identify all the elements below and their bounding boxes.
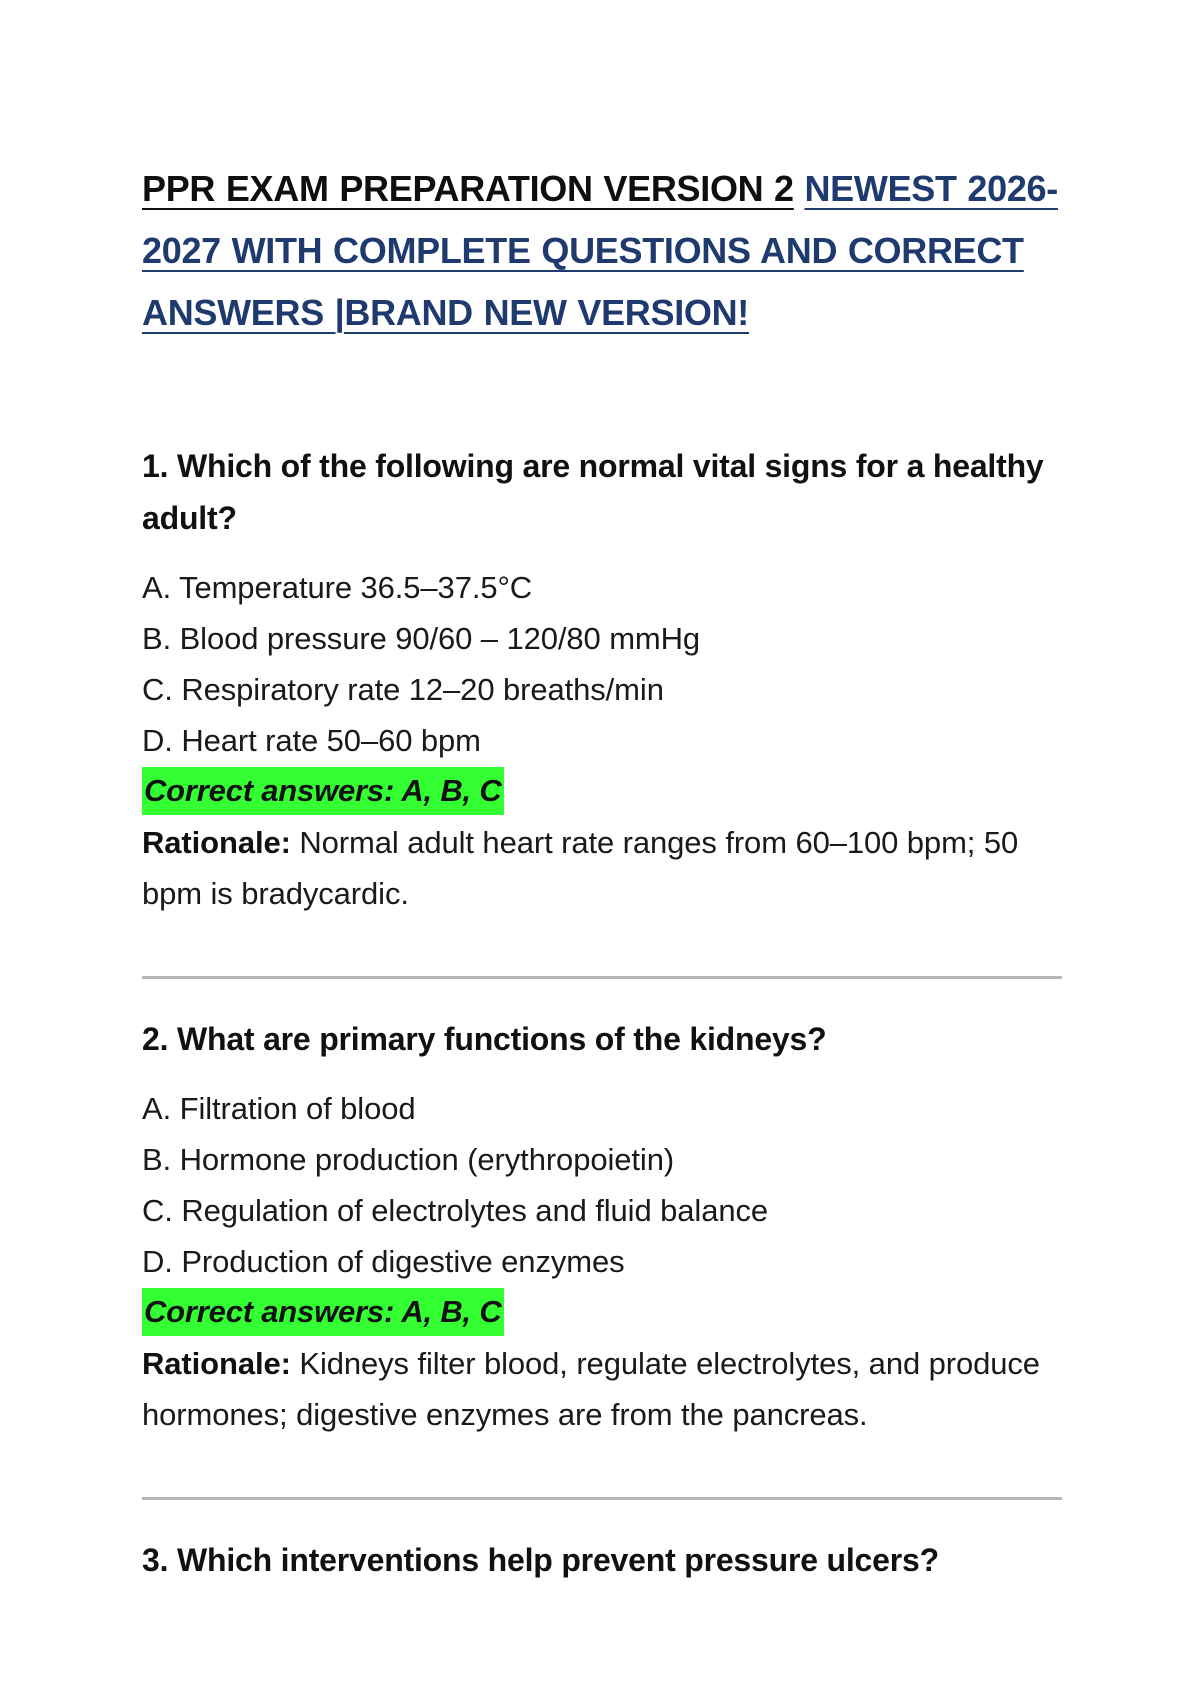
title-part-black: PPR EXAM PREPARATION VERSION 2 bbox=[142, 168, 794, 209]
option-d: D. Heart rate 50–60 bpm bbox=[142, 723, 481, 758]
question-text: 3. Which interventions help prevent pressure ulcers? bbox=[142, 1542, 939, 1578]
question-block-2 bbox=[142, 1013, 1072, 1440]
option-c: C. Respiratory rate 12–20 breaths/min bbox=[142, 672, 664, 707]
rationale bbox=[142, 817, 1072, 919]
rationale-label: Rationale: bbox=[142, 1346, 291, 1381]
option-list bbox=[142, 1083, 1072, 1287]
title-part-blue: NEWEST 2026-2027 WITH COMPLETE QUESTIONS AND CORRECT ANSWERS |BRAND NEW VERSION! bbox=[142, 168, 1058, 333]
option-a: A. Filtration of blood bbox=[142, 1091, 416, 1126]
question-block-1 bbox=[142, 440, 1072, 919]
rationale-text: Kidneys filter blood, regulate electrolytes, and produce hormones; digestive enzymes are from the pancreas. bbox=[142, 1346, 1040, 1432]
question-text: 1. Which of the following are normal vital signs for a healthy adult? bbox=[142, 448, 1044, 536]
correct-answer-highlight: Correct answers: A, B, C bbox=[142, 1288, 504, 1336]
option-d: D. Production of digestive enzymes bbox=[142, 1244, 625, 1279]
correct-answer-highlight: Correct answers: A, B, C bbox=[142, 767, 504, 815]
rationale bbox=[142, 1338, 1072, 1440]
rationale-label: Rationale: bbox=[142, 825, 291, 860]
option-b: B. Blood pressure 90/60 – 120/80 mmHg bbox=[142, 621, 701, 656]
option-c: C. Regulation of electrolytes and fluid balance bbox=[142, 1193, 769, 1228]
option-b: B. Hormone production (erythropoietin) bbox=[142, 1142, 675, 1177]
section-divider bbox=[142, 976, 1062, 979]
option-list bbox=[142, 562, 1072, 766]
document-title bbox=[142, 158, 1072, 344]
document-content bbox=[142, 158, 1072, 1604]
option-a: A. Temperature 36.5–37.5°C bbox=[142, 570, 533, 605]
rationale-text: Normal adult heart rate ranges from 60–100 bpm; 50 bpm is bradycardic. bbox=[142, 825, 1019, 911]
section-divider bbox=[142, 1497, 1062, 1500]
question-text: 2. What are primary functions of the kidneys? bbox=[142, 1021, 827, 1057]
question-block-3 bbox=[142, 1534, 1072, 1586]
